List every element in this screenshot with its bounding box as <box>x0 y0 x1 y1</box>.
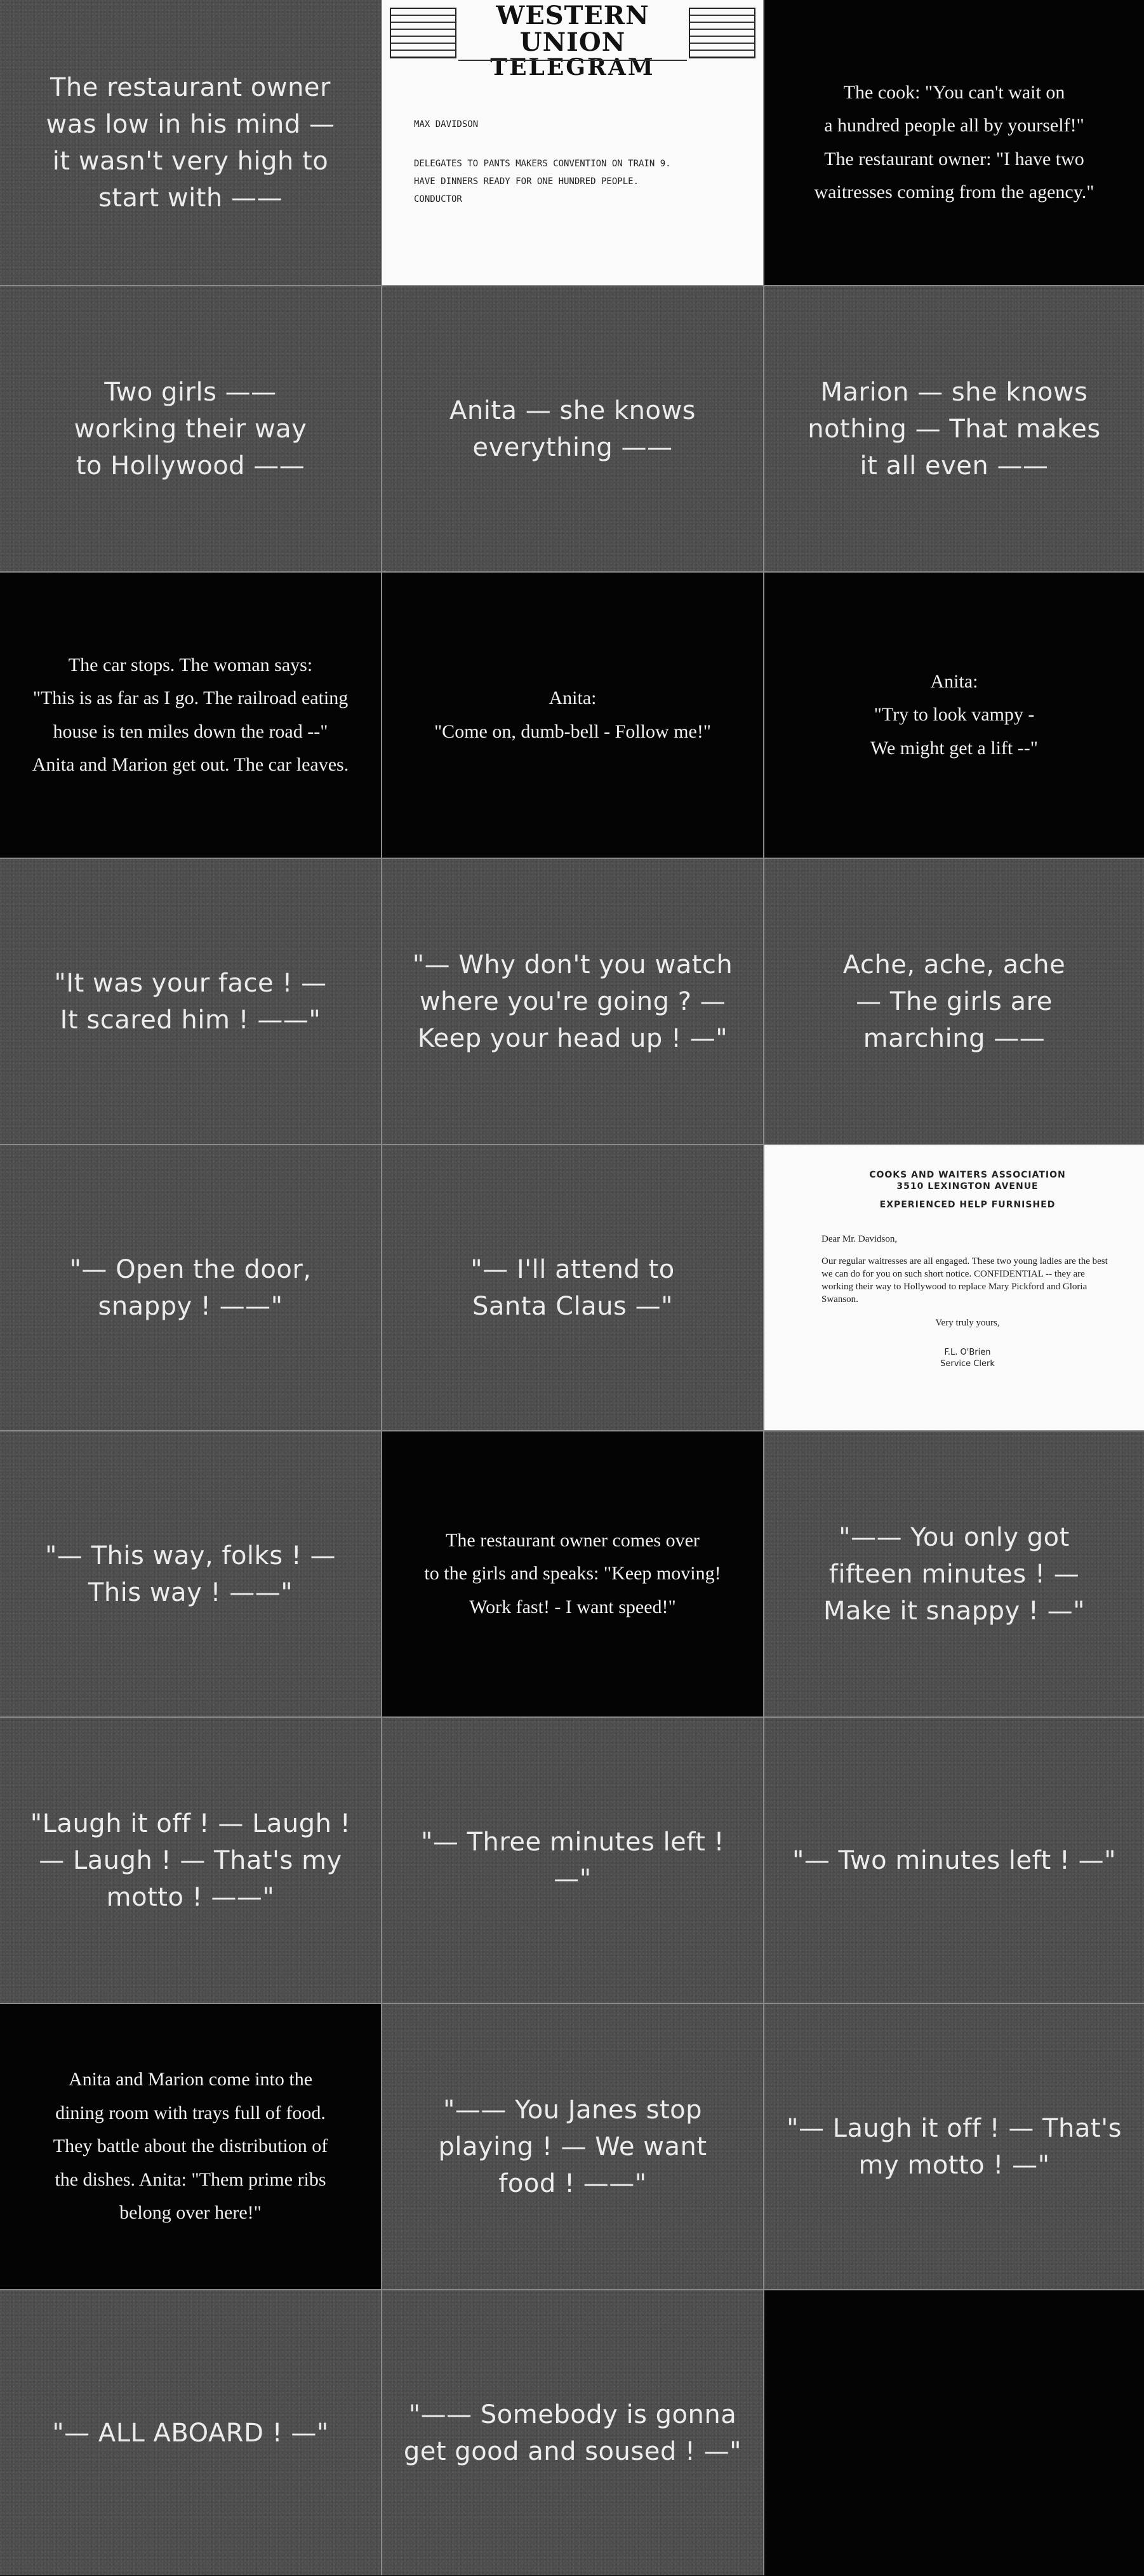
letter-tile <box>764 1145 1144 1430</box>
telegram-class-box-left <box>390 8 456 58</box>
caption-text: Anita: "Try to look vampy - We might get a lift --" <box>870 670 1038 759</box>
intertitle-text: Ache, ache, ache — The girls are marching —— <box>842 950 1066 1053</box>
intertitle-text: Marion — she knows nothing — That makes it all even —— <box>808 377 1101 481</box>
letter-org: COOKS AND WAITERS ASSOCIATION <box>869 1170 1066 1180</box>
caption-text: The restaurant owner comes over to the girls and speaks: "Keep moving! Work fast! - I want speed!" <box>424 1529 721 1617</box>
telegram-title <box>458 3 687 80</box>
intertitle-tile <box>382 1145 763 1430</box>
intertitle-text: "— Why don't you watch where you're going ? — Keep your head up ! —" <box>412 950 733 1053</box>
intertitle-text: Anita — she knows everything —— <box>449 395 696 462</box>
caption-tile <box>382 573 763 858</box>
intertitle-tile <box>382 2290 763 2575</box>
intertitle-text: The restaurant owner was low in his mind — it wasn't very high to start with —— <box>46 72 335 213</box>
telegram-header <box>382 0 763 81</box>
letter-letterhead <box>821 1169 1114 1192</box>
intertitle-tile <box>0 1431 381 1716</box>
intertitle-text: "It was your face ! — It scared him ! ——" <box>54 968 327 1035</box>
intertitle-tile <box>764 1431 1144 1716</box>
intertitle-tile <box>0 2290 381 2575</box>
caption-text: Anita: "Come on, dumb-bell - Follow me!" <box>434 687 712 742</box>
intertitle-tile <box>764 859 1144 1144</box>
telegram-line: DELEGATES TO PANTS MAKERS CONVENTION ON TRAIN 9. <box>414 159 671 169</box>
telegram-company: WESTERN UNION <box>496 1 649 57</box>
empty-tile <box>764 2290 1144 2575</box>
telegram-rule <box>458 60 687 61</box>
intertitle-text: "Laugh it off ! — Laugh ! — Laugh ! — That's my motto ! ——" <box>30 1809 351 1912</box>
letter-signature <box>821 1347 1114 1370</box>
letter-signer: F.L. O'Brien <box>944 1347 991 1357</box>
intertitle-text: "—— Somebody is gonna get good and soused ! —" <box>403 2400 742 2466</box>
intertitle-text: "— Open the door, snappy ! ——" <box>69 1254 312 1321</box>
intertitle-text: "—— You Janes stop playing ! — We want food ! ——" <box>438 2095 707 2198</box>
letter-tagline: EXPERIENCED HELP FURNISHED <box>879 1200 1056 1211</box>
intertitle-text: "— ALL ABOARD ! —" <box>52 2418 329 2448</box>
intertitle-tile <box>382 2004 763 2289</box>
caption-text: The car stops. The woman says: "This is as far as I go. The railroad eating house is ten miles down the road --" Anita and Marion get out. The car leaves. <box>32 654 349 775</box>
intertitle-text: "— Three minutes left ! —" <box>420 1827 725 1894</box>
telegram-message <box>382 63 763 208</box>
telegram-addressee: MAX DAVIDSON <box>414 119 479 129</box>
letter-signer-title: Service Clerk <box>940 1359 995 1369</box>
letter-address: 3510 LEXINGTON AVENUE <box>896 1181 1039 1192</box>
letter-salutation: Dear Mr. Davidson, <box>821 1234 898 1245</box>
intertitle-text: "—— You only got fifteen minutes ! — Make it snappy ! —" <box>823 1522 1086 1626</box>
intertitle-tile <box>764 2004 1144 2289</box>
intertitle-tile <box>764 1718 1144 2003</box>
caption-text: The cook: "You can't wait on a hundred people all by yourself!" The restaurant owner: "I have two waitresses coming from the agency." <box>814 81 1094 202</box>
caption-tile <box>0 573 381 858</box>
intertitle-tile <box>382 859 763 1144</box>
telegram-line: HAVE DINNERS READY FOR ONE HUNDRED PEOPLE. <box>414 176 639 187</box>
caption-tile <box>382 1431 763 1716</box>
letter-paragraph: Our regular waitresses are all engaged. These two young ladies are the best we can do for you on such short notice. CONFIDENTIAL -- they are working their way to Hollywood to replace Mary Pickford and Gloria Swanson. <box>821 1256 1108 1305</box>
caption-tile <box>0 2004 381 2289</box>
letter-body <box>821 1233 1114 1329</box>
intertitle-tile <box>382 1718 763 2003</box>
intertitle-tile <box>0 1718 381 2003</box>
telegram-class-box-right <box>689 8 755 58</box>
intertitle-text: "— This way, folks ! — This way ! ——" <box>44 1541 336 1607</box>
intertitle-text: "— I'll attend to Santa Claus —" <box>470 1254 675 1321</box>
caption-tile <box>764 573 1144 858</box>
telegram-word: TELEGRAM <box>490 54 655 81</box>
intertitle-tile <box>764 286 1144 571</box>
caption-tile <box>764 0 1144 285</box>
telegram-tile <box>382 0 763 285</box>
intertitle-text: "— Laugh it off ! — That's my motto ! —" <box>787 2113 1122 2180</box>
intertitle-text: "— Two minutes left ! —" <box>792 1845 1117 1875</box>
caption-text: Anita and Marion come into the dining room with trays full of food. They battle about the distribution of the dishes. Anita: "Them prime ribs belong over here!" <box>53 2069 328 2224</box>
telegram-signature: CONDUCTOR <box>414 194 462 204</box>
intertitle-tile <box>0 1145 381 1430</box>
intertitle-text: Two girls —— working their way to Hollywood —— <box>74 377 307 481</box>
intertitle-tile <box>382 286 763 571</box>
intertitle-tile <box>0 286 381 571</box>
intertitle-tile <box>0 859 381 1144</box>
letter-closing: Very truly yours, <box>935 1317 1000 1328</box>
intertitle-tile <box>0 0 381 285</box>
